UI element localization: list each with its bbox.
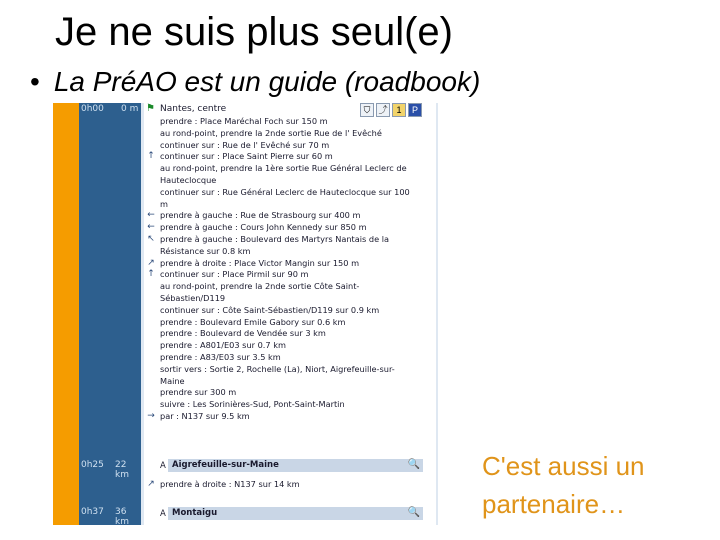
road-sign-icon[interactable]: ⛉ (360, 103, 374, 117)
start-flag-icon: ⚑ (146, 103, 155, 114)
direction-icon (146, 187, 156, 197)
step-text: continuer sur : Rue de l' Evêché sur 70 m (160, 139, 330, 150)
direction-icon (146, 293, 156, 303)
time-label: 0h25 (81, 460, 104, 470)
turn-icon[interactable]: ⤴ (376, 103, 390, 117)
step-text: prendre : A83/E03 sur 3.5 km (160, 352, 281, 362)
step-text: Sébastien/D119 (160, 293, 226, 303)
one-icon[interactable]: 1 (392, 103, 406, 117)
start-row (144, 103, 436, 115)
caption-line: C'est aussi un (482, 451, 645, 481)
waypoint-marker: A (160, 509, 166, 519)
slide-title: Je ne suis plus seul(e) (55, 10, 453, 54)
direction-icon: ↗ (147, 257, 155, 268)
direction-icon (146, 140, 156, 150)
direction-icon: ← (147, 222, 155, 233)
waypoint-name: Aigrefeuille-sur-Maine (172, 460, 279, 470)
direction-icon: ↖ (147, 234, 155, 244)
direction-icon (146, 352, 156, 362)
step-text: au rond-point, prendre la 2nde sortie Côte Saint- (160, 281, 360, 292)
step-text: prendre à gauche : Cours John Kennedy sur 850 m (160, 222, 367, 233)
step-text: Maine (160, 375, 185, 386)
distance-label: 0 m (121, 104, 139, 114)
step-text: m (160, 198, 168, 209)
direction-icon: → (147, 411, 155, 421)
bullet-point (30, 66, 480, 98)
bullet-text: La PréAO est un guide (roadbook) (53, 66, 481, 97)
step-text: Hauteclocque (160, 175, 217, 185)
step-text: prendre à droite : Place Victor Mangin sur 150 m (160, 257, 360, 268)
direction-icon (146, 376, 156, 386)
step-text: prendre à gauche : Rue de Strasbourg sur 400 m (160, 210, 361, 221)
step-text: prendre sur 300 m (160, 387, 237, 398)
step-text: prendre : Boulevard de Vendée sur 3 km (160, 328, 326, 339)
step-text: au rond-point, prendre la 1ère sortie Rue Général Leclerc de (160, 163, 407, 174)
orange-side-bar (53, 103, 79, 525)
step-text: par : N137 sur 9.5 km (160, 411, 250, 421)
direction-icon (146, 175, 156, 185)
step-text: continuer sur : Côte Saint-Sébastien/D119 sur 0.9 km (160, 304, 380, 315)
parking-icon[interactable]: P (408, 103, 422, 117)
step-text: prendre : A801/E03 sur 0.7 km (160, 340, 286, 351)
caption-line: partenaire… (482, 489, 626, 519)
direction-icon: ← (147, 210, 155, 221)
bullet-mark: • (30, 66, 40, 97)
direction-icon (146, 340, 156, 350)
direction-icon (146, 281, 156, 291)
caption-text (482, 447, 645, 523)
direction-icon (146, 116, 156, 126)
direction-icon (146, 364, 156, 374)
step-text: continuer sur : Rue Général Leclerc de Hauteclocque sur 100 (160, 186, 410, 197)
direction-icon (146, 163, 156, 173)
distance-label: 22 km (115, 460, 129, 480)
direction-icon (146, 305, 156, 315)
step-text: au rond-point, prendre la 2nde sortie Rue de l' Evêché (160, 127, 382, 138)
direction-icon (146, 399, 156, 409)
start-place: Nantes, centre (160, 104, 227, 114)
time-label: 0h00 (81, 104, 104, 114)
waypoint-name: Montaigu (172, 508, 218, 518)
step-text: prendre à droite : N137 sur 14 km (160, 479, 300, 489)
step-text: prendre : Place Maréchal Foch sur 150 m (160, 116, 328, 126)
step-text: suivre : Les Sorinières-Sud, Pont-Saint-Martin (160, 399, 345, 410)
direction-icon: ↑ (147, 151, 155, 162)
step-text: Résistance sur 0.8 km (160, 245, 251, 256)
time-label: 0h37 (81, 507, 104, 517)
direction-icon: ↑ (147, 269, 155, 280)
direction-icon (146, 387, 156, 397)
time-distance-column (79, 103, 141, 525)
direction-icon (146, 317, 156, 327)
distance-label: 36 km (115, 507, 129, 527)
step-text: prendre : Boulevard Emile Gabory sur 0.6 km (160, 316, 346, 327)
turn-right-icon: ↗ (147, 479, 155, 489)
direction-icon (146, 246, 156, 256)
direction-icon (146, 328, 156, 338)
waypoint-row[interactable] (168, 507, 423, 520)
waypoint-row[interactable] (168, 459, 423, 472)
roadbook-list (144, 103, 436, 525)
step-text: continuer sur : Place Pirmil sur 90 m (160, 269, 309, 280)
step-text: prendre à gauche : Boulevard des Martyrs Nantais de la (160, 234, 390, 244)
direction-icon (146, 199, 156, 209)
magnifier-icon[interactable]: 🔍 (407, 507, 420, 518)
step-text: sortir vers : Sortie 2, Rochelle (La), Niort, Aigrefeuille-sur- (160, 363, 395, 374)
magnifier-icon[interactable]: 🔍 (407, 459, 420, 470)
step-text: continuer sur : Place Saint Pierre sur 60 m (160, 151, 333, 162)
waypoint-marker: A (160, 461, 166, 471)
direction-icon (146, 128, 156, 138)
